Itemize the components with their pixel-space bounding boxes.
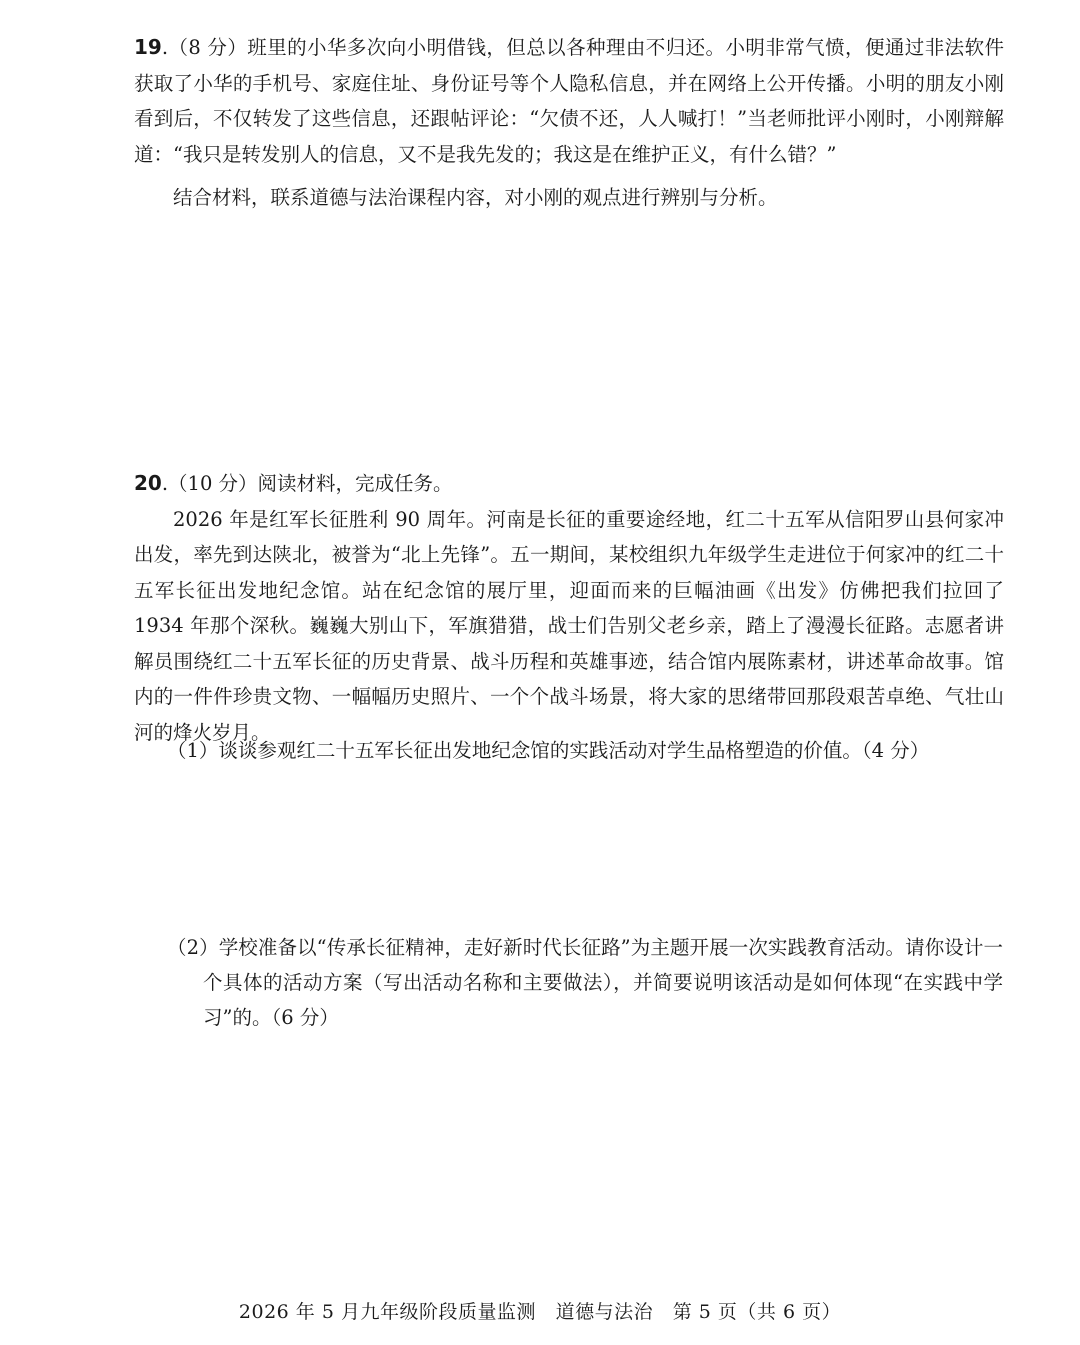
subquestion-1-text: （1）谈谈参观红二十五军长征出发地纪念馆的实践活动对学生品格塑造的价值。（4 分） — [167, 739, 930, 762]
question-19-intro: .（8 分）班里的小华多次向小明借钱，但总以各种理由不归还。小明非常气愤，便通过非法软件获取了小华的手机号、家庭住址、身份证号等个人隐私信息，并在网络上公开传播。小明的朋友小刚看到后，不仅转发了这些信息，还跟帖评论：“欠债不还，人人喊打！”当老师批评小刚时，小刚辩解道：“我只是转发别人的信息，又不是我先发的；我这是在维护正义，有什么错？” — [134, 36, 1004, 166]
question-19-task: 结合材料，联系道德与法治课程内容，对小刚的观点进行辨别与分析。 — [173, 186, 778, 209]
question-20-stem — [134, 466, 1004, 502]
question-19-stem — [134, 30, 1004, 172]
question-20-subquestion-2 — [167, 930, 1003, 1035]
subquestion-2-text: （2）学校准备以“传承长征精神，走好新时代长征路”为主题开展一次实践教育活动。请你设计一个具体的活动方案（写出活动名称和主要做法），并简要说明该活动是如何体现“在实践中学习”的。（6 分） — [167, 936, 1003, 1029]
footer-exam-name: 2026 年 5 月九年级阶段质量监测 — [238, 1301, 536, 1323]
question-19 — [134, 30, 1004, 216]
page-footer — [0, 1297, 1080, 1324]
question-number: 19 — [134, 35, 162, 59]
footer-page-number: 第 5 页（共 6 页） — [672, 1301, 842, 1323]
question-20 — [134, 466, 1004, 750]
question-20-intro: .（10 分）阅读材料，完成任务。 — [161, 472, 453, 495]
question-20-material: 2026 年是红军长征胜利 90 周年。河南是长征的重要途经地，红二十五军从信阳罗山县何家冲出发，率先到达陕北，被誉为“北上先锋”。五一期间，某校组织九年级学生走进位于何家冲的红二十五军长征出发地纪念馆。站在纪念馆的展厅里，迎面而来的巨幅油画《出发》仿佛把我们拉回了 1934 年那个深秋。巍巍大别山下，军旗猎猎，战士们告别父老乡亲，踏上了漫漫长征路。志愿者讲解员围绕红二十五军长征的历史背景、战斗历程和英雄事迹，结合馆内展陈素材，讲述革命故事。馆内的一件件珍贵文物、一幅幅历史照片、一个个战斗场景，将大家的思绪带回那段艰苦卓绝、气壮山河的烽火岁月。 — [134, 507, 1004, 744]
question-number: 20 — [134, 471, 162, 495]
footer-subject: 道德与法治 — [555, 1301, 654, 1323]
question-20-subquestion-1 — [167, 733, 1003, 768]
